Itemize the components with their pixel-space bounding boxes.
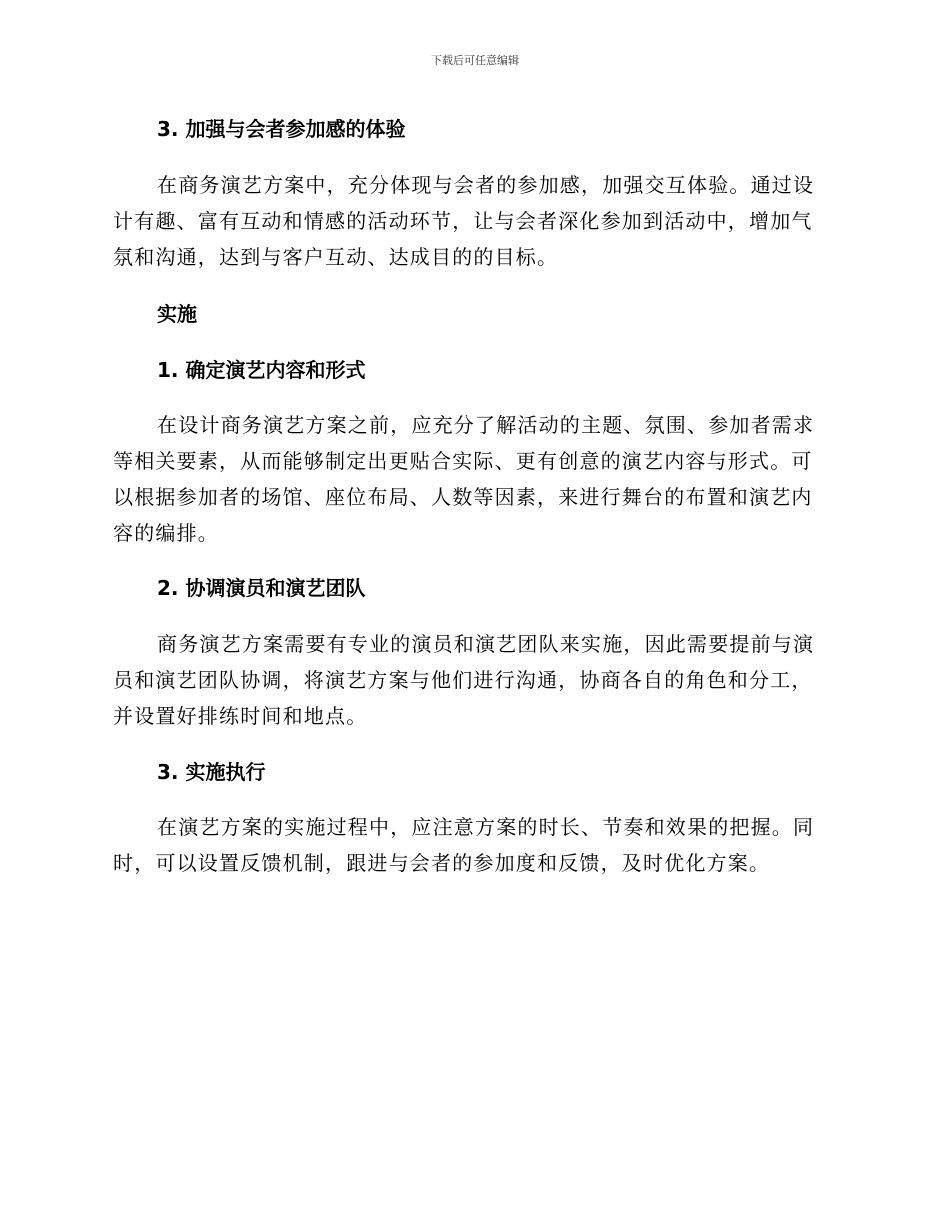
section-paragraph-participation: 在商务演艺方案中，充分体现与会者的参加感，加强交互体验。通过设计有趣、富有互动和情感的活动环节，让与会者深化参加到活动中，增加气氛和沟通，达到与客户互动、达成目的的目标。 bbox=[113, 173, 815, 269]
section-heading-participation: 3. 加强与会者参加感的体验 bbox=[157, 117, 406, 141]
section-paragraph-content-form: 在设计商务演艺方案之前，应充分了解活动的主题、氛围、参加者需求等相关要素，从而能够制定出更贴合实际、更有创意的演艺内容与形式。可以根据参加者的场馆、座位布局、人数等因素，来进行舞台的布置和演艺内容的编排。 bbox=[113, 413, 815, 545]
section-heading-execution: 3. 实施执行 bbox=[157, 760, 266, 784]
section-paragraph-coordinate-team: 商务演艺方案需要有专业的演员和演艺团队来实施，因此需要提前与演员和演艺团队协调，将演艺方案与他们进行沟通，协商各自的角色和分工，并设置好排练时间和地点。 bbox=[113, 632, 815, 728]
section-heading-implementation: 实施 bbox=[157, 302, 197, 326]
section-paragraph-execution: 在演艺方案的实施过程中，应注意方案的时长、节奏和效果的把握。同时，可以设置反馈机制，跟进与会者的参加度和反馈，及时优化方案。 bbox=[113, 815, 815, 875]
page-header: 下载后可任意编辑 bbox=[431, 54, 519, 67]
document-body bbox=[113, 113, 833, 881]
section-heading-content-form: 1. 确定演艺内容和形式 bbox=[157, 358, 366, 382]
section-heading-coordinate-team: 2. 协调演员和演艺团队 bbox=[157, 576, 366, 600]
